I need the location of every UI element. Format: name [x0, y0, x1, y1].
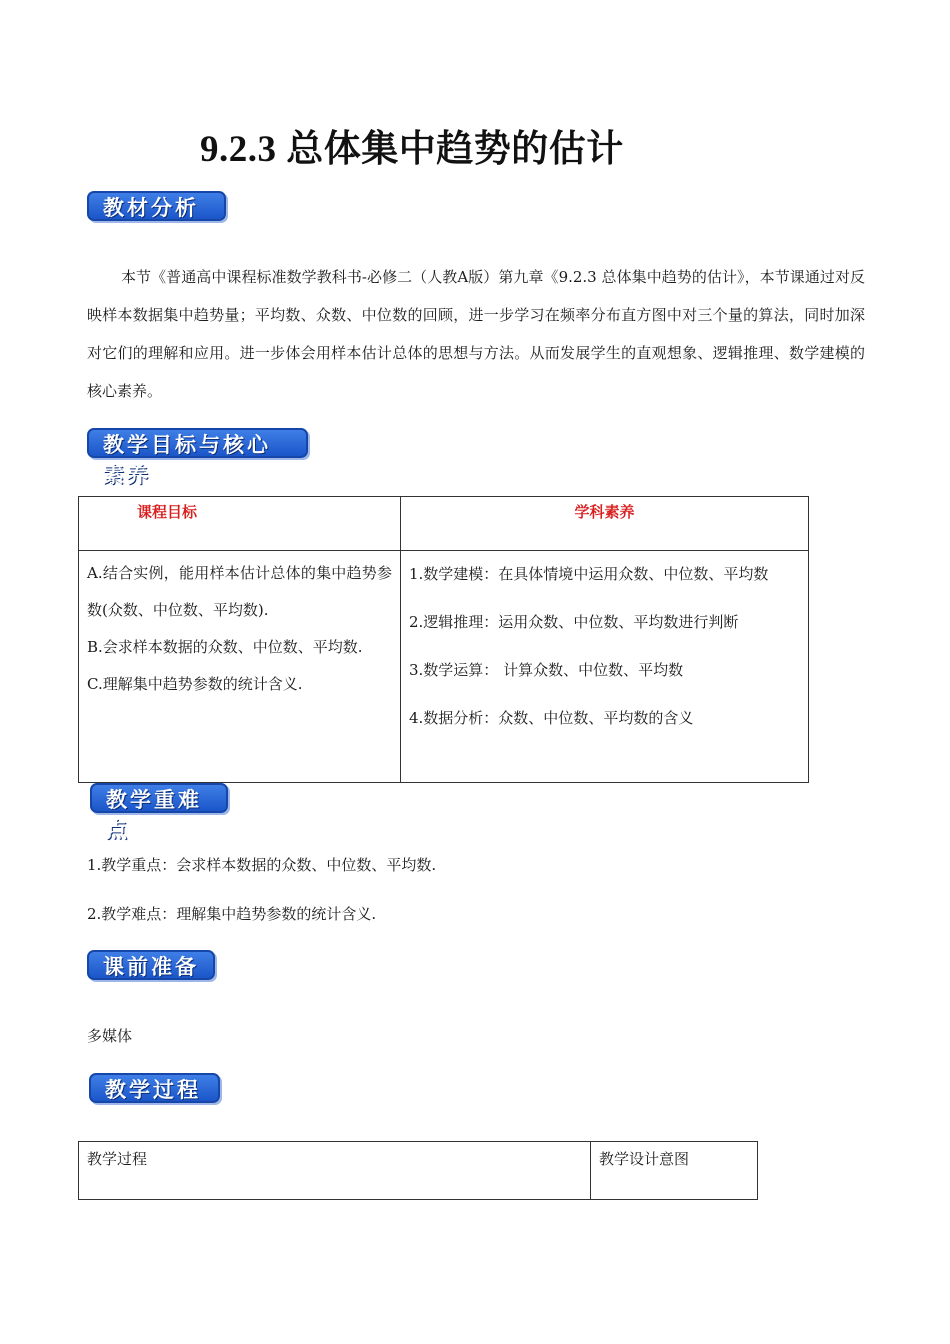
page-title: 9.2.3 总体集中趋势的估计	[200, 129, 624, 170]
literacy-item: 4.数据分析：众数、中位数、平均数的含义	[409, 709, 694, 727]
section-badge-process: 教学过程	[89, 1073, 220, 1103]
analysis-paragraph: 本节《普通高中课程标准数学教科书-必修二（人教A版）第九章《9.2.3 总体集中趋势的估计》，本节课通过对反映样本数据集中趋势量；平均数、众数、中位数的回顾，进一步学习在频率分布直方图中对三个量的算法，同时加深对它们的理解和应用。进一步体会用样本估计总体的思想与方法。从而发展学生的直观想象、逻辑推理、数学建模的核心素养。	[87, 268, 865, 400]
difficult-point-item: 2.教学难点：理解集中趋势参数的统计含义.	[87, 905, 377, 923]
section-badge-key-points: 教学重难点	[90, 783, 228, 813]
literacy-cell	[401, 551, 809, 783]
literacy-item: 1.数学建模：在具体情境中运用众数、中位数、平均数	[409, 565, 769, 583]
literacy-item: 2.逻辑推理：运用众数、中位数、平均数进行判断	[409, 613, 739, 631]
header-subject-literacy: 学科素养	[401, 497, 809, 551]
header-design-intent: 教学设计意图	[591, 1142, 758, 1200]
objective-item: B.会求样本数据的众数、中位数、平均数.	[87, 638, 363, 656]
header-teaching-process: 教学过程	[79, 1142, 591, 1200]
literacy-item: 3.数学运算： 计算众数、中位数、平均数	[409, 661, 684, 679]
objective-item: A.结合实例，能用样本估计总体的集中趋势参数(众数、中位数、平均数).	[87, 564, 392, 619]
section-badge-goals: 教学目标与核心素养	[87, 428, 308, 458]
section-badge-preparation: 课前准备	[87, 950, 215, 980]
objective-item: C.理解集中趋势参数的统计含义.	[87, 675, 303, 693]
goals-table	[78, 496, 809, 783]
process-table	[78, 1141, 758, 1200]
section-badge-analysis: 教材分析	[87, 191, 226, 221]
objectives-cell	[79, 551, 401, 783]
header-course-goals: 课程目标	[79, 497, 401, 551]
preparation-text: 多媒体	[87, 1027, 133, 1045]
key-point-item: 1.教学重点：会求样本数据的众数、中位数、平均数.	[87, 856, 437, 874]
